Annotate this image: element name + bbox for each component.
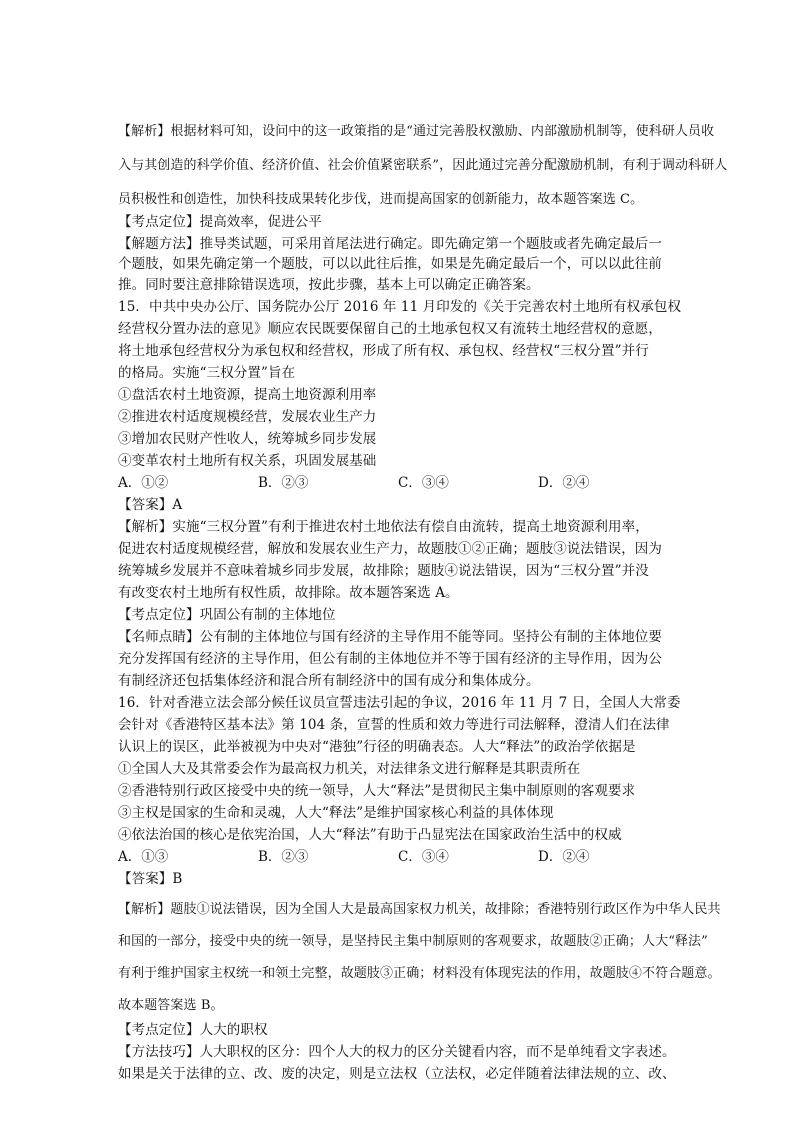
q15-stem-line-2: 经营权分置办法的意见》顺应农民既要保留自己的土地承包权又有流转土地经营权的意愿， (118, 321, 662, 337)
q16-stem-line-3: 认识上的误区，此举被视为中央对“港独”行径的明确表态。人大“释法”的政治学依据是 (118, 739, 636, 755)
q15-stem-line-1: 15．中共中央办公厅、国务院办公厅 2016 年 11 月印发的《关于完善农村土地所有权承包权 (118, 299, 682, 315)
q16-stem-line-1: 16．针对香港立法会部分候任议员宣誓违法引起的争议，2016 年 11 月 7 日，全国人大常委 (118, 695, 681, 711)
q15-topic: 【考点定位】巩固公有制的主体地位 (118, 607, 336, 623)
q15-statement-3: ③增加农民财产性收人，统筹城乡同步发展 (118, 431, 377, 447)
q15-analysis-line-1: 【解析】实施“三权分置”有利于推进农村土地依法有偿自由流转，提高土地资源利用率， (118, 519, 649, 535)
q16-option-c: C．③④ (398, 849, 449, 865)
q16-analysis-line-2: 和国的一部分，接受中央的统一领导，是坚持民主集中制原则的客观要求，故题肢②正确；人大“释法” (118, 934, 708, 949)
q14-analysis-line-2: 入与其创造的科学价值、经济价值、社会价值紧密联系”，因此通过完善分配激励机制，有利于调动科研人 (118, 158, 728, 173)
q15-statement-4: ④变革农村土地所有权关系，巩固发展基础 (118, 453, 377, 469)
q16-analysis-line-3: 有利于维护国家主权统一和领土完整，故题肢③正确；材料没有体现宪法的作用，故题肢④不符合题意。 (118, 966, 721, 981)
q15-statement-2: ②推进农村适度规模经营，发展农业生产力 (118, 409, 377, 425)
q16-statement-1: ①全国人大及其常委会作为最高权力机关，对法律条文进行解释是其职责所在 (118, 761, 581, 777)
q14-analysis-line-3: 员积极性和创造性，加快科技成果转化步伐，进而提高国家的创新能力，故本题答案选 C。 (118, 192, 644, 207)
q16-method-line-2: 如果是关于法律的立、改、废的决定，则是立法权（立法权，必定伴随着法律法规的立、改、 (118, 1066, 676, 1082)
q16-option-a: A．①③ (118, 849, 169, 865)
q14-method-line-1: 【解题方法】推导类试题，可采用首尾法进行确定。即先确定第一个题肢或者先确定最后一 (118, 236, 662, 252)
q15-analysis-line-4: 有改变农村土地所有权性质，故排除。故本题答案选 A。 (118, 585, 459, 601)
q15-option-d: D．②④ (538, 475, 590, 491)
q16-answer: 【答案】B (118, 871, 183, 887)
q16-statement-3: ③主权是国家的生命和灵魂，人大“释法”是维护国家核心利益的具体体现 (118, 805, 554, 821)
q16-statement-2: ②香港特别行政区接受中央的统一领导，人大“释法”是贯彻民主集中制原则的客观要求 (118, 783, 636, 799)
q14-method-line-3: 推。同时要注意排除错误选项，按此步骤，基本上可以确定正确答案。 (118, 277, 540, 293)
q16-method-line-1: 【方法技巧】人大职权的区分：四个人大的权力的区分关键看内容，而不是单纯看文字表述。 (118, 1044, 676, 1060)
q15-option-b: B．②③ (258, 475, 309, 491)
q15-tip-line-3: 有制经济还包括集体经济和混合所有制经济中的国有成分和集体成分。 (118, 673, 540, 689)
q16-statement-4: ④依法治国的核心是依宪治国，人大“释法”有助于凸显宪法在国家政治生活中的权威 (118, 827, 622, 843)
q15-analysis-line-2: 促进农村适度规模经营，解放和发展农业生产力，故题肢①②正确；题肢③说法错误，因为 (118, 541, 662, 557)
q15-options (118, 474, 678, 492)
q15-option-a: A．①② (118, 475, 169, 491)
q15-option-c: C．③④ (398, 475, 449, 491)
q14-analysis-line-1: 【解析】根据材料可知，设问中的这一政策指的是“通过完善股权激励、内部激励机制等，使科研人员收 (118, 124, 715, 139)
q16-topic: 【考点定位】人大的职权 (118, 1022, 268, 1038)
q14-topic: 【考点定位】提高效率，促进公平 (118, 214, 322, 230)
q16-analysis-line-1: 【解析】题肢①说法错误，因为全国人大是最高国家权力机关，故排除；香港特别行政区作为中华人民共 (118, 902, 721, 917)
q15-tip-line-2: 充分发挥国有经济的主导作用，但公有制的主体地位并不等于国有经济的主导作用，因为公 (118, 651, 662, 667)
q15-analysis-line-3: 统筹城乡发展并不意味着城乡同步发展，故排除；题肢④说法错误，因为“三权分置”并没 (118, 563, 649, 579)
q16-option-b: B．②③ (258, 849, 309, 865)
q15-stem-line-4: 的格局。实施“三权分置”旨在 (118, 365, 296, 381)
q16-analysis-line-4: 故本题答案选 B。 (118, 998, 224, 1013)
q16-options (118, 848, 678, 866)
q16-stem-line-2: 会针对《香港特区基本法》第 104 条，宣誓的性质和效力等进行司法解释，澄清人们在法律 (118, 717, 670, 733)
q15-answer: 【答案】A (118, 497, 183, 513)
q14-method-line-2: 个题肢，如果先确定第一个题肢，可以以此往后推，如果是先确定最后一个，可以以此往前 (118, 256, 662, 272)
q15-tip-line-1: 【名师点睛】公有制的主体地位与国有经济的主导作用不能等同。坚持公有制的主体地位要 (118, 629, 662, 645)
q15-stem-line-3: 将土地承包经营权分为承包权和经营权，形成了所有权、承包权、经营权“三权分置”并行 (118, 343, 649, 359)
q15-statement-1: ①盘活农村土地资源，提高土地资源利用率 (118, 387, 377, 403)
q16-option-d: D．②④ (538, 849, 590, 865)
